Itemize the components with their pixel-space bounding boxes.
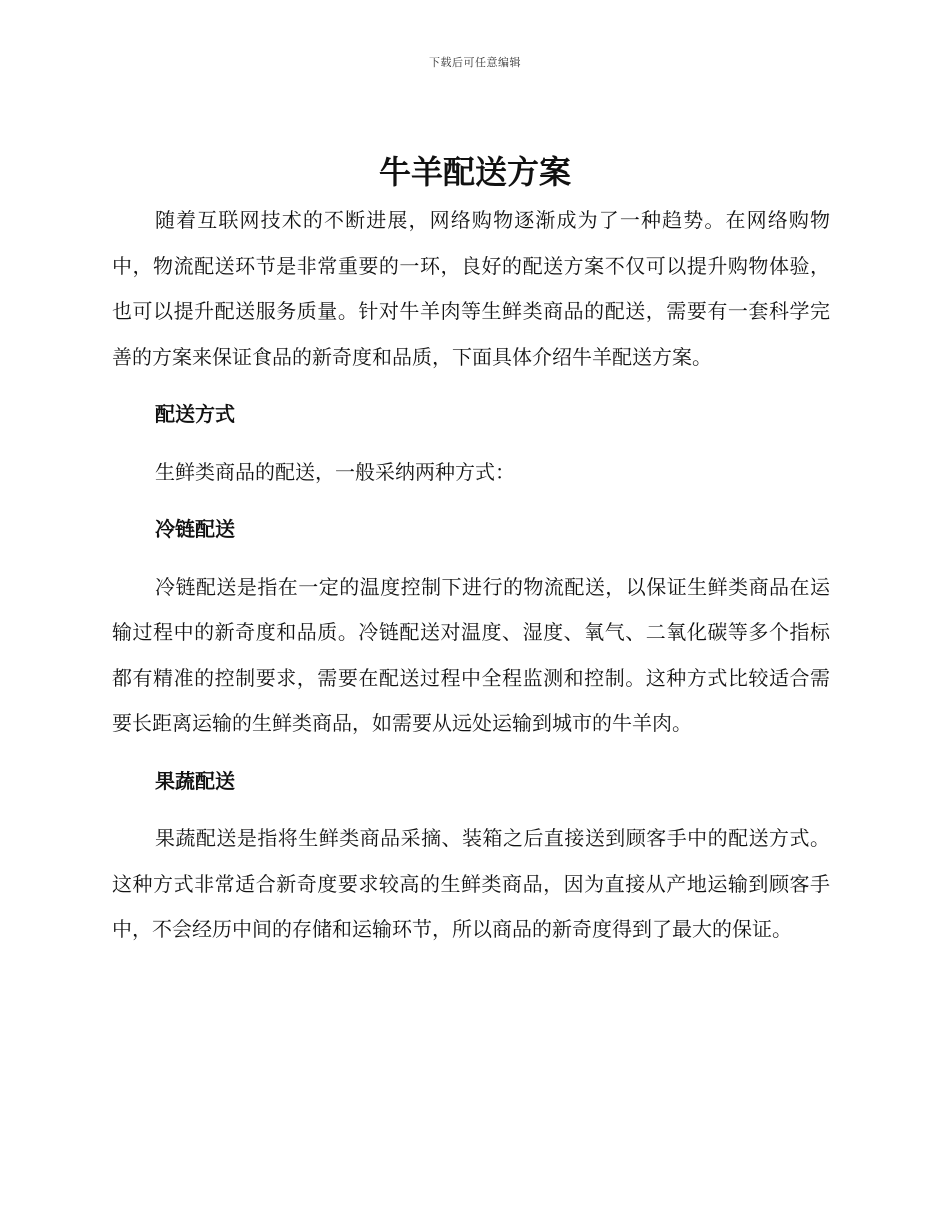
- document-body: [112, 198, 830, 953]
- subheading-produce: 果蔬配送: [155, 768, 235, 793]
- intro-paragraph: 随着互联网技术的不断进展，网络购物逐渐成为了一种趋势。在网络购物中，物流配送环节是非常重要的一环，良好的配送方案不仅可以提升购物体验，也可以提升配送服务质量。针对牛羊肉等生鲜类商品的配送，需要有一套科学完善的方案来保证食品的新奇度和品质，下面具体介绍牛羊配送方案。: [112, 208, 830, 369]
- subheading-cold-chain: 冷链配送: [155, 517, 235, 541]
- header-note: 下载后可任意编辑: [429, 56, 521, 69]
- document-title: 牛羊配送方案: [378, 153, 571, 191]
- produce-paragraph: 果蔬配送是指将生鲜类商品采摘、装箱之后直接送到顾客手中的配送方式。这种方式非常适合新奇度要求较高的生鲜类商品，因为直接从产地运输到顾客手中，不会经历中间的存储和运输环节，所以商品的新奇度得到了最大的保证。: [112, 826, 830, 941]
- section-heading-delivery-methods: 配送方式: [155, 402, 235, 426]
- section-lead-paragraph: 生鲜类商品的配送，一般采纳两种方式：: [155, 459, 515, 484]
- cold-chain-paragraph: 冷链配送是指在一定的温度控制下进行的物流配送，以保证生鲜类商品在运输过程中的新奇度和品质。冷链配送对温度、湿度、氧气、二氧化碳等多个指标都有精准的控制要求，需要在配送过程中全程监测和控制。这种方式比较适合需要长距离运输的生鲜类商品，如需要从远处运输到城市的牛羊肉。: [112, 574, 830, 735]
